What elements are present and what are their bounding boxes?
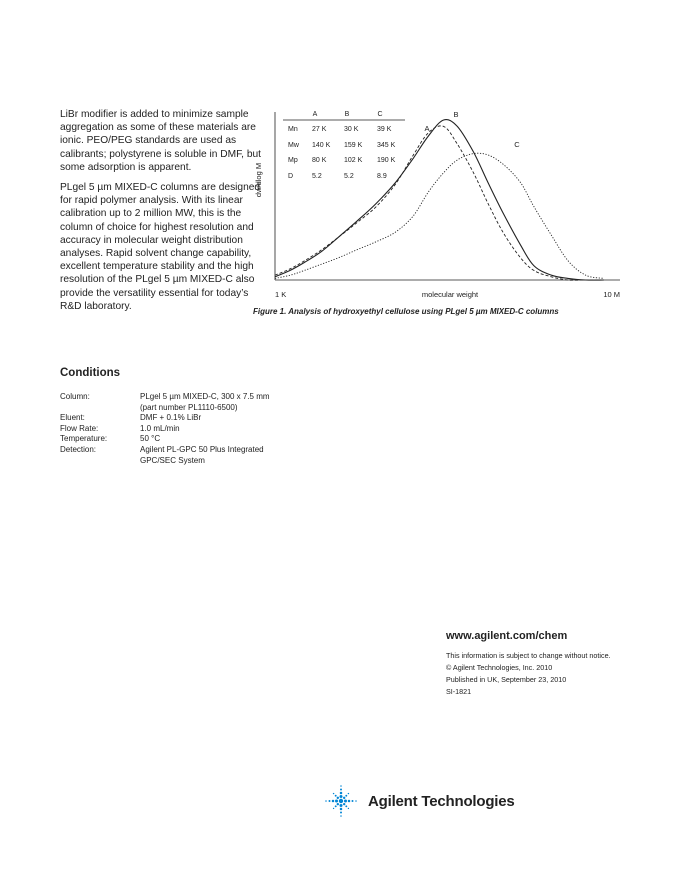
condition-label: Detection:	[60, 444, 97, 454]
curve-label-a: A	[424, 124, 430, 133]
spark-dot	[345, 805, 347, 807]
condition-value: Agilent PL-GPC 50 Plus Integrated GPC/SEC System	[140, 444, 264, 465]
spark-dot	[348, 800, 351, 803]
stats-cell: 102 K	[344, 157, 363, 164]
x-tick-label: 1 K	[275, 290, 287, 299]
spark-dot	[325, 800, 327, 802]
x-axis-label: molecular weight	[421, 290, 479, 299]
conditions-row	[60, 424, 280, 435]
spark-dot	[332, 800, 335, 803]
curve-labels	[424, 110, 520, 149]
series-line-a	[275, 126, 604, 280]
footer-url-link[interactable]: www.agilent.com/chem	[446, 630, 568, 642]
condition-label: Column:	[60, 392, 90, 401]
spark-dot	[340, 815, 342, 817]
stats-cell: 8.9	[377, 173, 387, 180]
x-tick-label: 10 M	[603, 290, 620, 299]
intro-paragraph-1: LiBr modifier is added to minimize sample aggregation as some of these materials are ionic. PEO/PEG standards are used as calibrants; polystyrene is soluble in DMF, but some adsorption is apparent.	[60, 109, 262, 173]
stats-row-label: Mp	[288, 157, 298, 164]
y-axis-label: dw/dlog M	[254, 162, 263, 198]
stats-cell: 30 K	[344, 126, 359, 133]
intro-text	[60, 108, 265, 320]
condition-value: DMF + 0.1% LiBr	[140, 413, 202, 423]
condition-value: PLgel 5 µm MIXED-C, 300 x 7.5 mm (part number PL1110-6500)	[140, 392, 270, 412]
conditions-heading: Conditions	[60, 367, 121, 379]
agilent-logo	[322, 782, 515, 820]
spark-dot	[344, 800, 347, 803]
agilent-spark-icon	[322, 782, 360, 820]
spark-dot	[335, 795, 337, 797]
stats-row-label: Mn	[288, 126, 298, 133]
footer-copyright: © Agilent Technologies, Inc. 2010	[446, 663, 553, 672]
curve-label-c: C	[514, 140, 520, 149]
figure-chart	[250, 100, 630, 310]
spark-dot	[335, 805, 337, 807]
spark-dot	[333, 808, 334, 809]
figure-caption: Figure 1. Analysis of hydroxyethyl cellulose using PLgel 5 µm MIXED-C columns	[253, 307, 559, 316]
curve-label-b: B	[453, 110, 459, 119]
spark-dot	[340, 785, 342, 787]
stats-cell: 27 K	[312, 126, 327, 133]
spark-dot	[340, 795, 343, 798]
stats-cell: 190 K	[377, 157, 396, 164]
spark-dot	[335, 800, 338, 803]
spark-dot	[337, 797, 339, 799]
spark-dot	[339, 799, 343, 803]
spark-dot	[333, 793, 334, 794]
stats-row-label: D	[288, 173, 294, 180]
footer-doc-id: SI-1821	[446, 687, 472, 696]
spark-dot	[340, 804, 343, 807]
conditions-row	[60, 445, 280, 466]
chart-svg	[250, 100, 630, 305]
stats-header-b: B	[344, 111, 350, 118]
stats-row-label: Mw	[288, 142, 299, 149]
chart-axes	[254, 112, 620, 299]
brand-name: Agilent Technologies	[368, 792, 515, 810]
stats-table	[283, 111, 405, 180]
conditions-row	[60, 392, 280, 413]
footer-block	[446, 630, 666, 698]
spark-dot	[340, 812, 342, 814]
series-line-c	[275, 153, 604, 278]
conditions-row	[60, 413, 280, 424]
spark-dot	[355, 800, 357, 802]
spark-dot	[352, 800, 354, 802]
stats-cell: 5.2	[344, 173, 354, 180]
spark-dot	[340, 792, 343, 795]
conditions-table	[60, 392, 280, 466]
condition-label: Eluent:	[60, 413, 85, 423]
stats-header-a: A	[312, 111, 318, 118]
spark-dot	[340, 789, 342, 791]
condition-value: 1.0 mL/min	[140, 423, 180, 433]
spark-dot	[348, 808, 349, 809]
stats-cell: 39 K	[377, 126, 392, 133]
stats-cell: 159 K	[344, 142, 363, 149]
stats-cell: 345 K	[377, 142, 396, 149]
stats-cell: 80 K	[312, 157, 327, 164]
stats-cell: 5.2	[312, 173, 322, 180]
condition-value: 50 °C	[140, 434, 161, 444]
spark-dot	[329, 800, 331, 802]
spark-dot	[337, 803, 339, 805]
spark-dot	[340, 808, 343, 811]
footer-disclaimer: This information is subject to change without notice.	[446, 651, 611, 660]
spark-dot	[345, 795, 347, 797]
stats-header-c: C	[377, 111, 383, 118]
intro-paragraph-2: PLgel 5 µm MIXED-C columns are designed for rapid polymer analysis. With its linear calibration up to 2 million MW, this is the column of choice for highest resolution and accuracy in molecular weight distribution analyses. Rapid solvent change capability, excellent temperature stability and the high resolution of the PLgel 5 µm MIXED-C also provide the versatility essential for today’s R&D laboratory.	[60, 182, 261, 312]
condition-label: Temperature:	[60, 434, 108, 444]
spark-dot	[343, 797, 345, 799]
stats-cell: 140 K	[312, 142, 331, 149]
footer-published: Published in UK, September 23, 2010	[446, 675, 567, 684]
spark-dot	[343, 803, 345, 805]
spark-dot	[348, 793, 349, 794]
conditions-row	[60, 434, 280, 445]
condition-label: Flow Rate:	[60, 423, 99, 433]
